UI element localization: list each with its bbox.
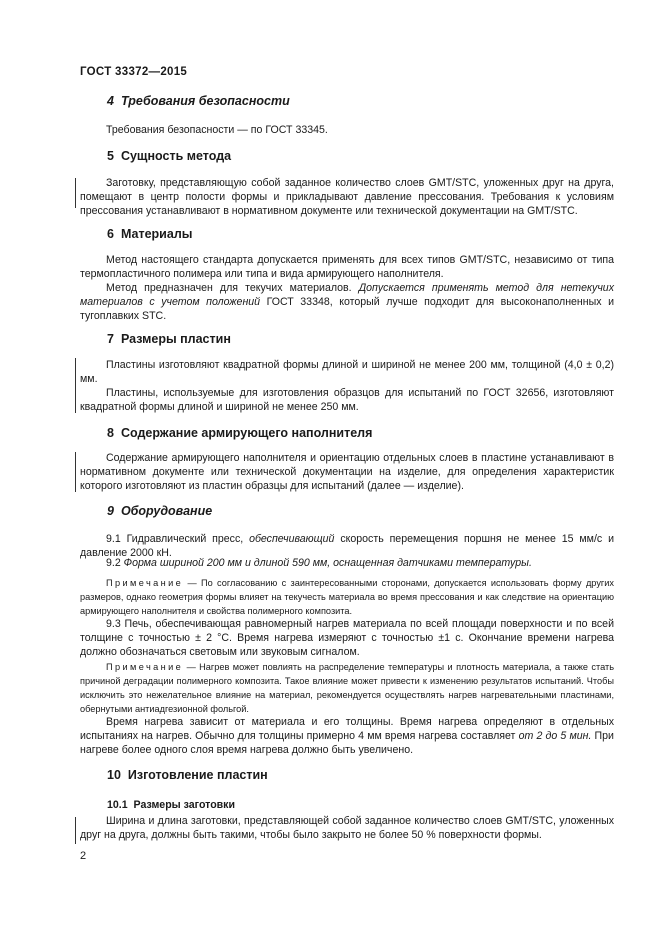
section-10-heading: [107, 768, 268, 782]
clause-9-2: 9.2 Форма шириной 200 мм и длиной 590 мм, оснащенная датчиками температуры.: [106, 557, 532, 569]
change-bar: [75, 452, 76, 492]
section-title: Сущность метода: [120, 149, 232, 163]
section-7-heading: [107, 332, 231, 346]
section-number: 4: [107, 94, 114, 108]
section-number: 8: [107, 426, 114, 440]
section-title: Оборудование: [120, 504, 213, 518]
document-header: ГОСТ 33372—2015: [80, 66, 188, 78]
note-label: Примечание: [106, 662, 184, 672]
section-number: 7: [107, 332, 114, 346]
section-title: Материалы: [120, 227, 193, 241]
section-number: 9: [107, 504, 114, 518]
section-title: Размеры пластин: [120, 332, 231, 346]
section-7-paragraph-2: Пластины, используемые для изготовления образцов для испытаний по ГОСТ 32656, изготовляют квадратной формы длиной и шириной не менее 250 мм.: [80, 387, 614, 413]
note-label: Примечание: [106, 578, 184, 588]
section-5-heading: [107, 149, 231, 163]
change-bar: [75, 358, 76, 413]
section-4-heading: [107, 94, 290, 108]
section-10-paragraph: Ширина и длина заготовки, представляющей собой заданное количество слоев GMT/STC, уложенных друг на друга, должны быть такими, чтобы было закрыто не более 50 % поверхности формы.: [80, 815, 614, 841]
section-6-paragraph-1: Метод настоящего стандарта допускается применять для всех типов GMT/STC, независимо от типа термопластичного полимера или типа и вида армирующего наполнителя.: [80, 254, 614, 280]
section-5-paragraph: Заготовку, представляющую собой заданное количество слоев GMT/STC, уложенных друг на друга, помещают в центр полости формы и прикладывают давление прессования. Требования к условиям прессования устанавливают в нормативном документе или технической документации на GMT/STC.: [80, 177, 614, 217]
note-2: Примечание — Нагрев может повлиять на распределение температуры и плотность материала, а также стать причиной деградации полимерного композита. Такое влияние может привести к изменению результатов испытаний. Чтобы исключить это нежелательное влияние на материал, рекомендуется осуществлять нагрев нагревательными пластинами, обернутыми антиадгезионной фольгой.: [80, 662, 614, 714]
heating-time-paragraph: Время нагрева зависит от материала и его толщины. Время нагрева определяют в отдельных испытаниях на нагрев. Обычно для толщины примерно 4 мм время нагрева составляет от 2 до 5 мин. При нагреве более одного слоя время нагрева должно быть увеличено.: [80, 716, 614, 756]
section-title: Изготовление пластин: [127, 768, 268, 782]
section-number: 6: [107, 227, 114, 241]
section-7-paragraph-1: Пластины изготовляют квадратной формы длиной и шириной не менее 200 мм, толщиной (4,0 ± 0,2) мм.: [80, 359, 614, 385]
note-1: Примечание — По согласованию с заинтересованными сторонами, допускается использовать форму других размеров, однако геометрия формы влияет на текучесть материала во время прессования и как следствие на ориентацию армирующего наполнителя и свойства полимерного композита.: [80, 578, 614, 616]
section-9-heading: [107, 504, 212, 518]
change-bar: [75, 178, 76, 208]
section-number: 10: [107, 768, 121, 782]
clause-9-1: 9.1 Гидравлический пресс, обеспечивающий скорость перемещения поршня не менее 15 мм/с и давление 2000 кН.: [80, 533, 614, 559]
section-8-paragraph: Содержание армирующего наполнителя и ориентацию отдельных слоев в пластине устанавливают в нормативном документе или технической документации на изделие, для определения характеристик которого изготовляют из пластин образцы для испытаний (далее — изделие).: [80, 452, 614, 492]
section-6-heading: [107, 227, 192, 241]
subsection-10-1-heading: 10.1 Размеры заготовки: [107, 799, 235, 811]
section-6-paragraph-2: Метод предназначен для текучих материалов. Допускается применять метод для нетекучих материалов с учетом положений ГОСТ 33348, который лучше подходит для высоконаполненных и тугоплавких STC.: [80, 282, 614, 322]
page-number: 2: [80, 850, 87, 862]
section-8-heading: [107, 426, 372, 440]
section-number: 5: [107, 149, 114, 163]
section-title: Содержание армирующего наполнителя: [120, 426, 373, 440]
section-4-paragraph: Требования безопасности — по ГОСТ 33345.: [106, 124, 328, 136]
clause-9-3: 9.3 Печь, обеспечивающая равномерный нагрев материала по всей площади поверхности и по всей толщине с точностью ± 2 °C. Время нагрева измеряют с точностью ±1 с. Окончание времени нагрева должно обозначаться световым или звуковым сигналом.: [80, 618, 614, 658]
section-title: Требования безопасности: [120, 94, 290, 108]
change-bar: [75, 817, 76, 844]
